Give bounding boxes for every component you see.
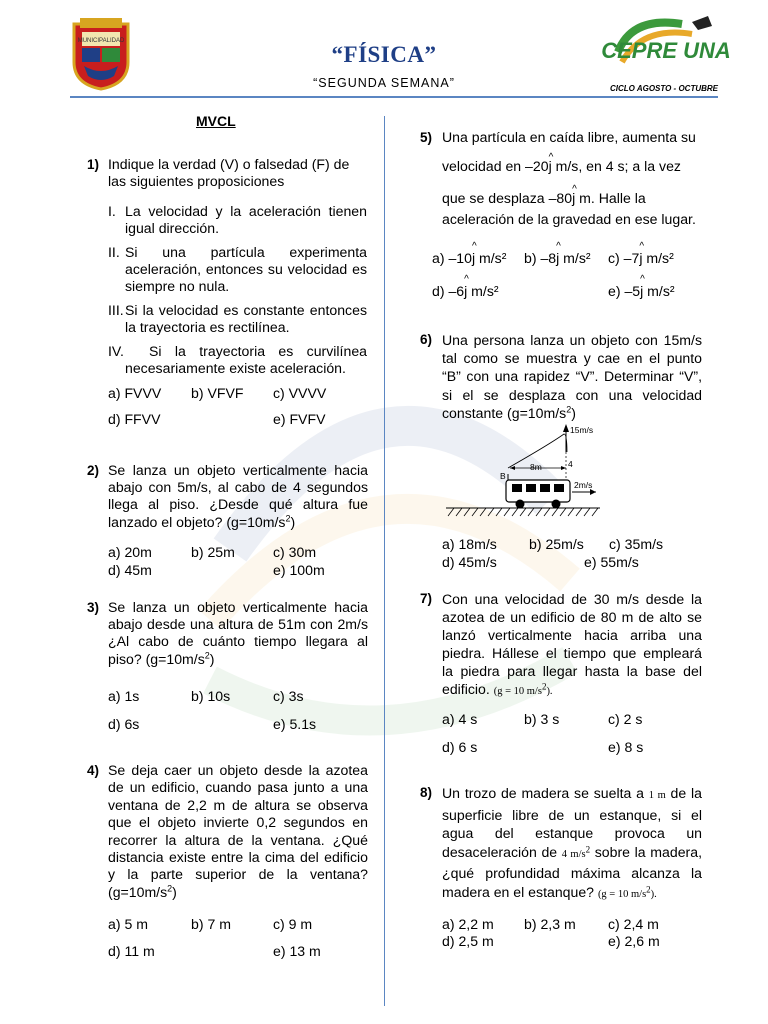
section-title: MVCL xyxy=(196,113,236,129)
q3-option[interactable]: d) 6s xyxy=(108,716,140,732)
q1-option[interactable]: c) VVVV xyxy=(273,385,327,401)
q8-option[interactable]: e) 2,6 m xyxy=(608,933,660,949)
q1-number: 1) xyxy=(87,157,100,172)
q8-option[interactable]: c) 2,4 m xyxy=(608,916,659,932)
cycle-label: CICLO AGOSTO - OCTUBRE xyxy=(610,84,718,93)
q4-text: Se deja caer un objeto desde la azotea de un edificio, cuando pasa junto a una ventana de 2,2 m de altura se observa que el objeto invierte 0,2 segundos en recorrer la altura de la ventana. ¿Qué distancia existe entre la cima del edificio y la parte superior de la ventana? $(g=10m/s^2)$ xyxy=(108,762,368,900)
q1-item-text: La velocidad y la aceleración tienen igual dirección. xyxy=(125,203,367,237)
q2-option[interactable]: a) 20m xyxy=(108,544,152,560)
q7-option[interactable]: a) 4 s xyxy=(442,711,478,727)
q1-item-text: Si la trayectoria es curvilínea necesariamente existe aceleración. xyxy=(125,343,367,377)
logo-right-text: CEPRE UNA xyxy=(601,38,731,63)
q7-option[interactable]: d) 6 s xyxy=(442,739,478,755)
q2-option[interactable]: b) 25m xyxy=(191,544,235,560)
q5-line: aceleración de la gravedad en ese lugar. xyxy=(442,211,696,227)
q6-option[interactable]: a) 18m/s xyxy=(442,536,497,552)
q3-option[interactable]: b) 10s xyxy=(191,688,231,704)
q4-option[interactable]: d) 11 m xyxy=(108,943,155,959)
q1-item-label: I. xyxy=(108,203,116,219)
q2-option[interactable]: c) 30m xyxy=(273,544,317,560)
q6-number: 6) xyxy=(420,332,433,347)
page-subtitle: “SEGUNDA SEMANA” xyxy=(313,76,455,90)
q7-option[interactable]: c) 2 s xyxy=(608,711,643,727)
q5-option[interactable]: d) –6^ j m/s² xyxy=(432,283,499,299)
q3-text: Se lanza un objeto verticalmente hacia abajo desde una altura de 51m con 2m/s ¿Al cabo de cuánto tiempo llegara al piso? $(g=10m/s^2)$ xyxy=(108,599,368,667)
q5-line: velocidad en –20^ j m/s, en 4 s; a la vez xyxy=(442,158,704,175)
cepre-una-logo xyxy=(601,12,731,84)
q7-option[interactable]: e) 8 s xyxy=(608,739,644,755)
q8-number: 8) xyxy=(420,785,433,800)
q7-number: 7) xyxy=(420,591,433,606)
bus-figure xyxy=(440,420,605,520)
q3-option[interactable]: a) 1s xyxy=(108,688,140,704)
q2-option[interactable]: d) 45m xyxy=(108,562,152,578)
page-title: “FÍSICA” xyxy=(331,42,437,67)
q6-option[interactable]: d) 45m/s xyxy=(442,554,497,570)
q5-line: Una partícula en caída libre, aumenta su xyxy=(442,129,696,145)
figure-distance: 8m xyxy=(530,462,542,472)
q1-option[interactable]: d) FFVV xyxy=(108,411,161,427)
q4-option[interactable]: a) 5 m xyxy=(108,916,148,932)
q5-option[interactable]: b) –8^ j m/s² xyxy=(524,250,591,266)
q5-line: que se desplaza –80^ j m. Halle la xyxy=(442,190,704,207)
q8-text: Un trozo de madera se suelta a 1 m de la superficie libre de un estanque, si el agua del estanque provoca un desaceleración de 4 $m/s^2$ sobre la madera, ¿qué profundidad máxima alcanza la madera en el estanque? (g = 10 $m/s^2$). xyxy=(442,785,702,900)
q1-option[interactable]: e) FVFV xyxy=(273,411,326,427)
logo-left-text: MUNICIPALIDAD xyxy=(77,38,125,44)
q1-item-text: Si la velocidad es constante entonces la trayectoria es rectilínea. xyxy=(125,302,367,336)
q6-option[interactable]: e) 55m/s xyxy=(584,554,639,570)
q2-text: Se lanza un objeto verticalmente hacia abajo con 5m/s, al cabo de 4 segundos llega al piso. ¿Desde qué altura fue lanzado el objeto? $(g=10m/s^2)$ xyxy=(108,462,368,530)
q3-number: 3) xyxy=(87,600,100,615)
q1-item-label: II. xyxy=(108,244,120,260)
q5-option[interactable]: e) –5^ j m/s² xyxy=(608,283,675,299)
q4-option[interactable]: b) 7 m xyxy=(191,916,231,932)
q1-option[interactable]: a) FVVV xyxy=(108,385,162,401)
q8-option[interactable]: d) 2,5 m xyxy=(442,933,494,949)
q6-text: Una persona lanza un objeto con 15m/s tal como se muestra y cae en el punto “B” con una rapidez “V”. Determinar “V”, si el se desplaza con una velocidad constante $(g=10m/s^2)$ xyxy=(442,332,702,421)
q5-option[interactable]: a) –10^ j m/s² xyxy=(432,250,506,266)
q4-option[interactable]: c) 9 m xyxy=(273,916,313,932)
q4-number: 4) xyxy=(87,763,100,778)
q2-number: 2) xyxy=(87,463,100,478)
q8-option[interactable]: a) 2,2 m xyxy=(442,916,494,932)
q5-option[interactable]: c) –7^ j m/s² xyxy=(608,250,674,266)
q2-option[interactable]: e) 100m xyxy=(273,562,325,578)
q1-option[interactable]: b) VFVF xyxy=(191,385,244,401)
q1-item-label: IV. xyxy=(108,343,124,359)
column-divider xyxy=(384,116,385,1006)
figure-v-bus: 2m/s xyxy=(574,480,593,490)
q6-option[interactable]: c) 35m/s xyxy=(609,536,664,552)
q1-text: Indique la verdad (V) o falsedad (F) de las siguientes proposiciones xyxy=(108,156,350,190)
figure-v-up: 15m/s xyxy=(570,425,594,435)
q6-option[interactable]: b) 25m/s xyxy=(529,536,584,552)
q4-option[interactable]: e) 13 m xyxy=(273,943,321,959)
q7-option[interactable]: b) 3 s xyxy=(524,711,560,727)
figure-point-b: B xyxy=(500,471,506,481)
q5-number: 5) xyxy=(420,130,433,145)
figure-height: 4 xyxy=(568,459,573,469)
q7-text: Con una velocidad de 30 m/s desde la azotea de un edificio de 80 m de alto se lanzó verticalmente hacia arriba una piedra. Hállese el tiempo que empleará la piedra para llegar hasta la base del edificio. (g = 10 $m/s^2$). xyxy=(442,591,702,697)
header-divider xyxy=(70,96,718,98)
q1-item-label: III. xyxy=(108,302,124,318)
q3-option[interactable]: c) 3s xyxy=(273,688,304,704)
q1-item-text: Si una partícula experimenta aceleración, entonces su velocidad es siempre no nula. xyxy=(125,244,367,295)
q3-option[interactable]: e) 5.1s xyxy=(273,716,317,732)
q8-option[interactable]: b) 2,3 m xyxy=(524,916,576,932)
